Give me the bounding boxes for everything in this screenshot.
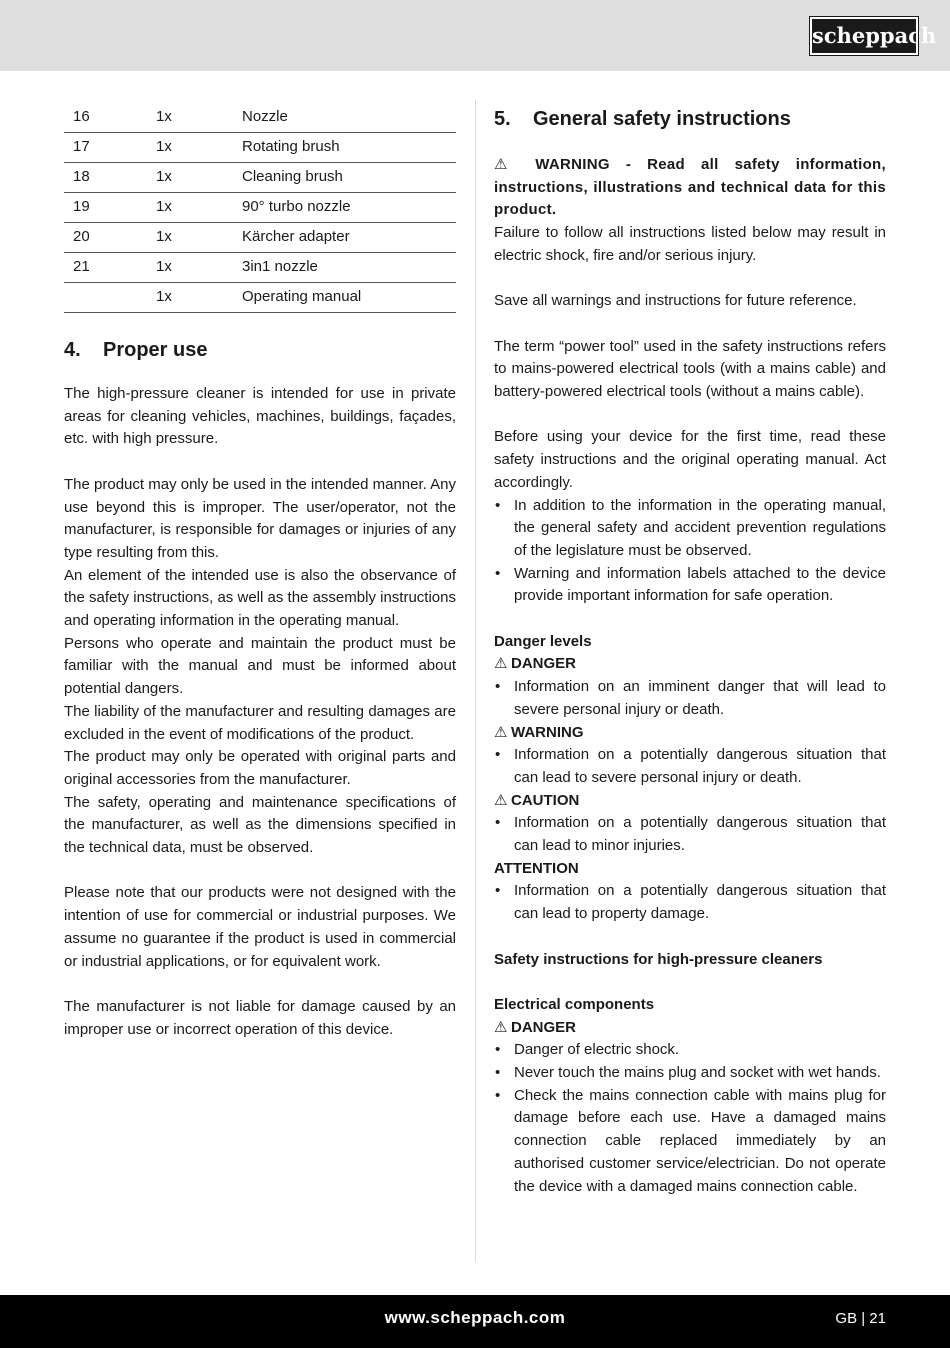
bullet-list [494, 676, 886, 721]
electrical-danger-label: ⚠ DANGER [494, 1017, 886, 1040]
bullet-list [494, 880, 886, 925]
table-cell-qty: 1x [147, 133, 233, 163]
paragraph: The term “power tool” used in the safety instructions refers to mains-powered electrical tools (with a mains cable) and battery-powered electrical tools (without a mains cable). [494, 337, 886, 400]
paragraph: The high-pressure cleaner is intended for use in private areas for cleaning vehicles, machines, buildings, façades, etc. with high pressure. [64, 385, 456, 448]
hp-safety-heading: Safety instructions for high-pressure cleaners [494, 950, 823, 968]
table-cell-name: 3in1 nozzle [233, 253, 456, 283]
table-cell-qty: 1x [147, 223, 233, 253]
table-cell-qty: 1x [147, 103, 233, 133]
table-cell-name: 90° turbo nozzle [233, 193, 456, 223]
table-cell-qty: 1x [147, 283, 233, 313]
page-number: GB | 21 [835, 1310, 886, 1327]
table-cell-name: Kärcher adapter [233, 223, 456, 253]
paragraph: Please note that our products were not designed with the intention of use for commercial or industrial purposes. We assume no guarantee if the product is used in commercial or industrial applications, or for equivalent work. [64, 884, 456, 970]
list-item: • Warning and information labels attached to the device provide important information for safe operation. [494, 563, 886, 608]
section-4-heading: 4. Proper use [64, 339, 208, 361]
table-cell-name: Nozzle [233, 103, 456, 133]
paragraph: Before using your device for the first time, read these safety instructions and the original operating manual. Act accordingly. [494, 428, 886, 491]
list-item: • Never touch the mains plug and socket with wet hands. [494, 1062, 886, 1085]
table-cell-num: 18 [64, 163, 147, 193]
warning-label: ⚠ WARNING [494, 722, 886, 745]
table-row [64, 253, 456, 283]
warning-triangle-icon: ⚠ [494, 791, 508, 809]
warning-triangle-icon: ⚠ [494, 1018, 508, 1036]
warning-triangle-icon: ⚠ [494, 723, 508, 741]
table-cell-name: Operating manual [233, 283, 456, 313]
section-5-heading: 5. General safety instructions [494, 108, 791, 130]
table-cell-num: 17 [64, 133, 147, 163]
danger-label: ⚠ DANGER [494, 653, 886, 676]
paragraph: The product may only be used in the intended manner. Any use beyond this is improper. The user/operator, not the manufacturer, is responsible for damages or injuries of any type resulting from this. [64, 475, 456, 561]
paragraph: Persons who operate and maintain the product must be familiar with the manual and must be informed about potential dangers. [64, 634, 456, 698]
table-row [64, 163, 456, 193]
list-item: • Danger of electric shock. [494, 1039, 886, 1062]
danger-levels-heading: Danger levels [494, 632, 592, 650]
table-cell-qty: 1x [147, 163, 233, 193]
paragraph: An element of the intended use is also the observance of the safety instructions, as well as the assembly instructions and operating information in the operating manual. [64, 566, 456, 630]
table-cell-num: 19 [64, 193, 147, 223]
attention-label: ATTENTION [494, 859, 579, 877]
parts-table [64, 103, 456, 313]
column-divider [475, 100, 476, 1262]
brand-logo: scheppach [810, 17, 918, 55]
list-item: • Check the mains connection cable with mains plug for damage before each use. Have a damaged mains connection cable replaced immediately by an authorised customer service/electrician. Do not operate the device with a damaged mains connection cable. [494, 1085, 886, 1199]
left-column [64, 100, 456, 1041]
list-item: • Information on a potentially dangerous situation that can lead to minor injuries. [494, 812, 886, 857]
list-item: • In addition to the information in the operating manual, the general safety and accident prevention regulations of the legislature must be observed. [494, 495, 886, 563]
warning-triangle-icon: ⚠ [494, 655, 508, 673]
table-cell-num: 20 [64, 223, 147, 253]
website-link[interactable]: www.scheppach.com [384, 1308, 566, 1327]
list-item: • Information on a potentially dangerous situation that can lead to property damage. [494, 880, 886, 925]
table-row [64, 223, 456, 253]
paragraph: Save all warnings and instructions for future reference. [494, 292, 857, 310]
bullet-list [494, 812, 886, 857]
right-column [494, 100, 886, 1198]
paragraph: Failure to follow all instructions listed below may result in electric shock, fire and/or serious injury. [494, 224, 886, 264]
paragraph: The liability of the manufacturer and resulting damages are excluded in the event of modifications of the product. [64, 702, 456, 743]
table-row [64, 193, 456, 223]
table-cell-num [64, 283, 147, 313]
list-item: • Information on an imminent danger that will lead to severe personal injury or death. [494, 676, 886, 721]
paragraph: The product may only be operated with original parts and original accessories from the manufacturer. [64, 748, 456, 788]
table-cell-num: 16 [64, 103, 147, 133]
header-bar [0, 0, 950, 71]
bullet-list [494, 744, 886, 789]
table-row [64, 103, 456, 133]
table-cell-name: Cleaning brush [233, 163, 456, 193]
list-item: • Information on a potentially dangerous situation that can lead to severe personal injury or death. [494, 744, 886, 789]
paragraph: The safety, operating and maintenance specifications of the manufacturer, as well as the dimensions specified in the technical data, must be observed. [64, 793, 456, 857]
bullet-list [494, 495, 886, 609]
electrical-heading: Electrical components [494, 995, 655, 1013]
table-cell-qty: 1x [147, 193, 233, 223]
table-row [64, 283, 456, 313]
caution-label: ⚠ CAUTION [494, 790, 886, 813]
table-cell-num: 21 [64, 253, 147, 283]
table-row [64, 133, 456, 163]
table-cell-name: Rotating brush [233, 133, 456, 163]
table-cell-qty: 1x [147, 253, 233, 283]
paragraph: The manufacturer is not liable for damage caused by an improper use or incorrect operation of this device. [64, 997, 456, 1038]
warning-lead: ⚠ WARNING - Read all safety information, instructions, illustrations and technical data for this product. [494, 156, 886, 219]
footer-bar [0, 1295, 950, 1348]
bullet-list [494, 1039, 886, 1198]
